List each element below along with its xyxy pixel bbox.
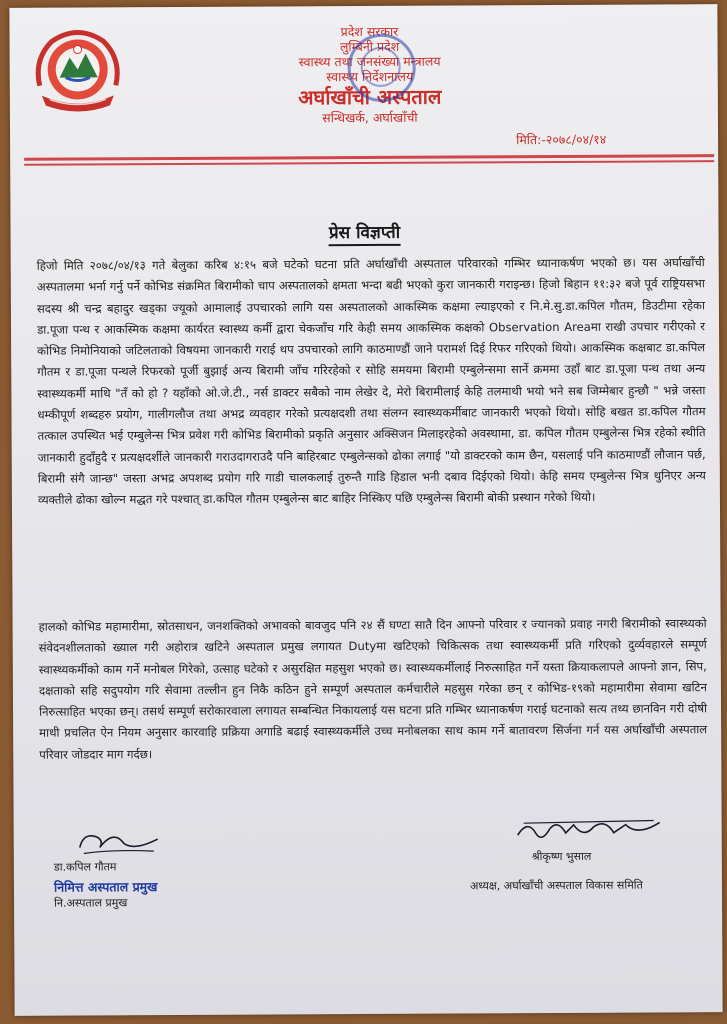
signature-block-left — [54, 825, 254, 911]
document-title — [10, 218, 718, 245]
body-paragraph-2: हालको कोभिड महामारीमा, स्रोतसाधन, जनशक्तिको अभावको बावजुद पनि २४ सैं घण्टा सातै दिन आफ्नो परिवार र ज्यानको प्रवाह नगरी बिरामीको स्वास्थ्यको संवेदनशीलताको ख्याल गरी अहोरात्र खटिने अस्पताल प्रमुख लगायत Dutyमा खटिएको चिकित्सक तथा स्वास्थ्यकर्मी प्रति गरिएको दुर्व्यवहारले सम्पूर्ण स्वास्थ्यकर्मीको काम गर्ने मनोबल गिरेको, उत्साह घटेको र असुरक्षित महसुश भएको छ। स्वास्थ्यकर्मीलाई निरुत्साहित गर्ने यस्ता क्रियाकलापले आफ्नो ज्ञान, सिप, दक्षताको सहि सदुपयोग गरि सेवामा तल्लीन हुन निकै कठिन हुने सम्पूर्ण अस्पताल कर्मचारीले महसुस गरेका छन् र कोभिड-१९को महामारीमा सेवामा खटिन निरुत्साहित भएका छन्। तसर्थ सम्पूर्ण सरोकारवाला लगायत सम्बन्धित निकायलाई यस घटना प्रति गम्भिर ध्यानाकर्षण गराई घटनाको सत्य तथ्य छानविन गरी दोषी माथी प्रचलित ऐन नियम अनुसार कारवाहि प्रक्रिया अगाडि बढाई स्वास्थ्यकर्मीले उच्च मनोबलका साथ काम गर्ने बातावरण सिर्जना गर्न यस अर्घाखाँची अस्पताल परिवार जोडदार माग गर्दछ। — [38, 616, 708, 762]
signatory-right-name: श्रीकृष्ण भुसाल — [531, 849, 592, 864]
signature-scribble-right — [514, 814, 664, 849]
header-divider-bottom — [24, 160, 714, 166]
letter-date: मिति:-२०७८/०४/१४ — [516, 131, 607, 148]
hospital-location: सन्धिखर्क, अर्घाखाँची — [322, 109, 418, 126]
signatory-left-title: नि.अस्पताल प्रमुख — [54, 896, 128, 910]
hospital-seal-icon — [348, 34, 416, 102]
nepal-emblem-icon — [31, 25, 123, 117]
hospital-name: अर्घाखाँची अस्पताल — [298, 84, 442, 110]
signature-block-right — [469, 814, 714, 893]
letter-page — [9, 4, 722, 1016]
letterhead-line-3: स्वास्थ्य तथा जनसंख्या मन्त्रालय — [298, 53, 441, 70]
seal-inner-ring — [361, 47, 401, 87]
document-title-text: प्रेस विज्ञप्ती — [329, 223, 400, 246]
body-paragraph-1: हिजो मिति २०७८/०४/१३ गते बेलुका करिब ४:१५ बजे घटेको घटना प्रति अर्घाखाँची अस्पताल परिवारको गम्भिर ध्यानाकर्षण भएको छ। यस अर्घाखाँची अस्पतालमा भर्ना गर्नु पर्ने कोभिड संक्रमित बिरामीको चाप अस्पतालको क्षमता भन्दा बढी भएको कुरा जानकारी गराइन्छ। हिजो बिहान ११:३२ बजे पूर्व राष्ट्रियसभा सदस्य श्री चन्द्र बहादुर खड्का ज्यूको आमालाई उपचारको लागि यस अस्पतालको आकस्मिक कक्षमा ल्याइएको र नि.मे.सु.डा.कपिल गौतम, डिउटीमा रहेका डा.पूजा पन्थ र आकस्मिक कक्षमा कार्यरत स्वास्थ्य कर्मी द्वारा चेकजाँच गरि केही समय आकस्मिक कक्षको Observation Areaमा राखी उपचार गरीएको र कोभिड निमोनियाको जटिलताको विषयमा जानकारी गराई थप उपचारको लागि काठमाण्डौं जाने परामर्श दिई रिफर गरिएको थियो। आकस्मिक कक्षबाट डा.कपिल गौतम र डा.पूजा पन्थले रिफरको पूर्जी बुझाई अन्य बिरामी जाँच गरिरहेको र सोहि समयमा बिरामी एम्बुलेन्समा सार्ने क्रममा उहाँ बाट डा.पूजा पन्थ तथा अन्य स्वास्थ्यकर्मी माथि "तँ को हो ? यहाँको ओ.जे.टी., नर्स डाक्टर सबैको नाम लेखेर दे, मेरो बिरामीलाई केहि तलमाथी भयो भने सब जिम्मेबार हुन्छौ " भन्ने जस्ता धम्कीपूर्ण शब्दहरु प्रयोग, गालीगलौज तथा अभद्र व्यवहार गरेको प्रत्यक्षदशी तथा संलग्न स्वास्थ्यकर्मीबाट जानकारी भएको थियो। सोहि बखत डा.कपिल गौतम तत्काल उपस्थित भई एम्बुलेन्स भित्र प्रवेश गरी कोभिड बिरामीको प्रकृति अनुसार अक्सिजन मिलाइरहेको अवस्थामा, डा. कपिल गौतम एम्बुलेन्स भित्र रहेको स्थीति जानकारी हुदाँहुदै र प्रत्यक्षदर्शीले जानकारी गराउदागराउदै पनि बाहिरबाट एम्बुलेन्सको ढोका लगाई "यो डाक्टरको काम छैन, यसलाई पनि काठमाण्डौं लौजान पर्छ, बिरामी संगै जान्छ" जस्ता अभद्र अपशब्द प्रयोग गरि गाडी चालकलाई तुरुन्तै गाडि हिडाल भनी दबाव दिईएको थियो। केहि समय एम्बुलेन्स भित्र थुनिएर अन्य व्यक्तीले ढोका खोल्न मद्धत गरे पश्चात् डा.कपिल गौतम एम्बुलेन्स बाट बाहिर निस्किए पछि एम्बुलेन्स बिरामी बोकी प्रस्थान गरेको थियो। — [36, 255, 706, 507]
letterhead-line-4: स्वास्थ्य निर्देशनालय — [326, 68, 414, 85]
signature-scribble-left — [74, 825, 164, 859]
signatory-left-name: डा.कपिल गौतम — [53, 860, 117, 874]
letterhead-line-2: लुम्बिनी प्रदेश — [339, 38, 400, 55]
signatory-right-title: अध्यक्ष, अर्घाखाँची अस्पताल विकास समिति — [469, 878, 643, 893]
signatory-left-stamp: निमित्त अस्पताल प्रमुख — [53, 879, 158, 895]
letterhead-line-1: प्रदेश सरकार — [340, 23, 399, 40]
